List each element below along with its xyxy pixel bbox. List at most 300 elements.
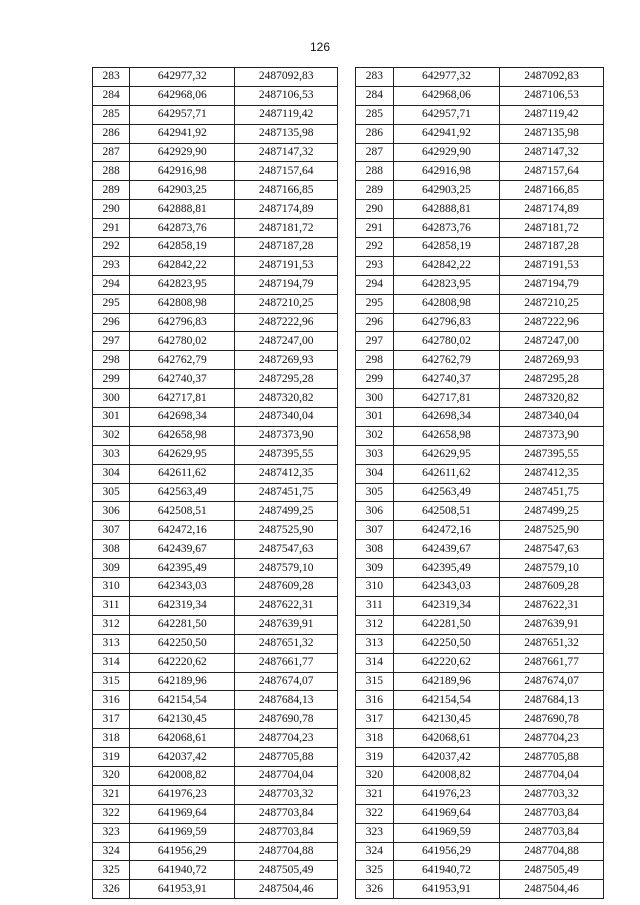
x-coordinate-cell: 642717,81 <box>130 389 235 408</box>
point-number-cell: 326 <box>93 880 130 899</box>
point-number-cell: 307 <box>93 521 130 540</box>
table-row <box>356 578 604 597</box>
x-coordinate-cell: 641940,72 <box>393 861 499 880</box>
coordinates-table-right-body <box>356 68 604 899</box>
x-coordinate-cell: 642762,79 <box>130 351 235 370</box>
y-coordinate-cell: 2487525,90 <box>500 521 604 540</box>
y-coordinate-cell: 2487340,04 <box>500 408 604 427</box>
x-coordinate-cell: 642808,98 <box>393 294 499 313</box>
x-coordinate-cell: 642008,82 <box>130 766 235 785</box>
table-row <box>356 162 604 181</box>
x-coordinate-cell: 642395,49 <box>130 559 235 578</box>
page-number: 126 <box>309 40 331 54</box>
point-number-cell: 318 <box>356 729 394 748</box>
table-row <box>356 521 604 540</box>
y-coordinate-cell: 2487451,75 <box>235 483 338 502</box>
y-coordinate-cell: 2487147,32 <box>500 143 604 162</box>
point-number-cell: 296 <box>356 313 394 332</box>
x-coordinate-cell: 642189,96 <box>130 672 235 691</box>
x-coordinate-cell: 642154,54 <box>130 691 235 710</box>
x-coordinate-cell: 642977,32 <box>393 68 499 87</box>
x-coordinate-cell: 642130,45 <box>130 710 235 729</box>
table-row <box>356 483 604 502</box>
point-number-cell: 299 <box>356 370 394 389</box>
table-row <box>356 691 604 710</box>
table-row <box>356 729 604 748</box>
point-number-cell: 295 <box>356 294 394 313</box>
point-number-cell: 324 <box>356 842 394 861</box>
table-row <box>93 219 338 238</box>
y-coordinate-cell: 2487395,55 <box>500 445 604 464</box>
table-row <box>93 615 338 634</box>
table-row <box>93 880 338 899</box>
table-row <box>93 370 338 389</box>
table-row <box>93 68 338 87</box>
y-coordinate-cell: 2487412,35 <box>500 464 604 483</box>
x-coordinate-cell: 642439,67 <box>130 540 235 559</box>
y-coordinate-cell: 2487651,32 <box>500 634 604 653</box>
table-row <box>356 596 604 615</box>
table-row <box>93 200 338 219</box>
table-row <box>356 370 604 389</box>
point-number-cell: 300 <box>356 389 394 408</box>
x-coordinate-cell: 642343,03 <box>130 578 235 597</box>
y-coordinate-cell: 2487166,85 <box>500 181 604 200</box>
y-coordinate-cell: 2487622,31 <box>235 596 338 615</box>
x-coordinate-cell: 642658,98 <box>393 426 499 445</box>
point-number-cell: 303 <box>93 445 130 464</box>
point-number-cell: 300 <box>93 389 130 408</box>
table-row <box>356 804 604 823</box>
point-number-cell: 304 <box>356 464 394 483</box>
x-coordinate-cell: 642472,16 <box>393 521 499 540</box>
point-number-cell: 310 <box>93 578 130 597</box>
point-number-cell: 296 <box>93 313 130 332</box>
point-number-cell: 302 <box>93 426 130 445</box>
x-coordinate-cell: 642629,95 <box>130 445 235 464</box>
y-coordinate-cell: 2487187,28 <box>235 238 338 257</box>
point-number-cell: 292 <box>93 238 130 257</box>
point-number-cell: 323 <box>356 823 394 842</box>
y-coordinate-cell: 2487547,63 <box>500 540 604 559</box>
x-coordinate-cell: 642968,06 <box>130 86 235 105</box>
y-coordinate-cell: 2487106,53 <box>235 86 338 105</box>
y-coordinate-cell: 2487210,25 <box>500 294 604 313</box>
point-number-cell: 312 <box>356 615 394 634</box>
table-row <box>93 502 338 521</box>
x-coordinate-cell: 642968,06 <box>393 86 499 105</box>
table-row <box>356 238 604 257</box>
table-row <box>93 653 338 672</box>
y-coordinate-cell: 2487499,25 <box>235 502 338 521</box>
point-number-cell: 290 <box>356 200 394 219</box>
x-coordinate-cell: 641969,64 <box>393 804 499 823</box>
table-row <box>93 540 338 559</box>
point-number-cell: 305 <box>93 483 130 502</box>
x-coordinate-cell: 642823,95 <box>393 275 499 294</box>
point-number-cell: 311 <box>356 596 394 615</box>
table-row <box>93 710 338 729</box>
table-row <box>356 540 604 559</box>
y-coordinate-cell: 2487222,96 <box>235 313 338 332</box>
y-coordinate-cell: 2487704,88 <box>500 842 604 861</box>
x-coordinate-cell: 641940,72 <box>130 861 235 880</box>
x-coordinate-cell: 642929,90 <box>393 143 499 162</box>
x-coordinate-cell: 642780,02 <box>393 332 499 351</box>
point-number-cell: 309 <box>356 559 394 578</box>
y-coordinate-cell: 2487269,93 <box>500 351 604 370</box>
y-coordinate-cell: 2487690,78 <box>500 710 604 729</box>
table-row <box>93 162 338 181</box>
y-coordinate-cell: 2487622,31 <box>500 596 604 615</box>
table-row <box>93 748 338 767</box>
point-number-cell: 291 <box>356 219 394 238</box>
table-row <box>93 861 338 880</box>
table-row <box>93 766 338 785</box>
table-row <box>93 445 338 464</box>
y-coordinate-cell: 2487295,28 <box>235 370 338 389</box>
table-row <box>356 181 604 200</box>
x-coordinate-cell: 641956,29 <box>393 842 499 861</box>
x-coordinate-cell: 642780,02 <box>130 332 235 351</box>
point-number-cell: 292 <box>356 238 394 257</box>
x-coordinate-cell: 642858,19 <box>130 238 235 257</box>
x-coordinate-cell: 642717,81 <box>393 389 499 408</box>
table-row <box>356 766 604 785</box>
point-number-cell: 324 <box>93 842 130 861</box>
point-number-cell: 319 <box>356 748 394 767</box>
x-coordinate-cell: 642903,25 <box>130 181 235 200</box>
table-row <box>93 351 338 370</box>
x-coordinate-cell: 641953,91 <box>393 880 499 899</box>
table-row <box>356 332 604 351</box>
x-coordinate-cell: 642154,54 <box>393 691 499 710</box>
x-coordinate-cell: 642508,51 <box>393 502 499 521</box>
point-number-cell: 319 <box>93 748 130 767</box>
table-row <box>93 389 338 408</box>
x-coordinate-cell: 642740,37 <box>130 370 235 389</box>
table-row <box>93 483 338 502</box>
table-row <box>93 823 338 842</box>
y-coordinate-cell: 2487119,42 <box>235 105 338 124</box>
table-row <box>93 634 338 653</box>
y-coordinate-cell: 2487684,13 <box>235 691 338 710</box>
x-coordinate-cell: 642281,50 <box>130 615 235 634</box>
x-coordinate-cell: 642873,76 <box>130 219 235 238</box>
y-coordinate-cell: 2487547,63 <box>235 540 338 559</box>
y-coordinate-cell: 2487157,64 <box>235 162 338 181</box>
point-number-cell: 316 <box>356 691 394 710</box>
point-number-cell: 313 <box>93 634 130 653</box>
table-row <box>356 294 604 313</box>
y-coordinate-cell: 2487320,82 <box>500 389 604 408</box>
point-number-cell: 320 <box>356 766 394 785</box>
y-coordinate-cell: 2487505,49 <box>500 861 604 880</box>
y-coordinate-cell: 2487174,89 <box>500 200 604 219</box>
x-coordinate-cell: 642740,37 <box>393 370 499 389</box>
point-number-cell: 298 <box>93 351 130 370</box>
y-coordinate-cell: 2487704,04 <box>500 766 604 785</box>
point-number-cell: 285 <box>356 105 394 124</box>
point-number-cell: 304 <box>93 464 130 483</box>
x-coordinate-cell: 642903,25 <box>393 181 499 200</box>
table-row <box>356 86 604 105</box>
point-number-cell: 315 <box>356 672 394 691</box>
point-number-cell: 302 <box>356 426 394 445</box>
table-row <box>93 596 338 615</box>
x-coordinate-cell: 642250,50 <box>393 634 499 653</box>
x-coordinate-cell: 642957,71 <box>393 105 499 124</box>
table-row <box>356 464 604 483</box>
table-row <box>356 445 604 464</box>
y-coordinate-cell: 2487703,84 <box>235 804 338 823</box>
table-row <box>93 332 338 351</box>
table-row <box>356 68 604 87</box>
table-row <box>356 748 604 767</box>
point-number-cell: 286 <box>356 124 394 143</box>
x-coordinate-cell: 642796,83 <box>130 313 235 332</box>
y-coordinate-cell: 2487661,77 <box>500 653 604 672</box>
point-number-cell: 306 <box>93 502 130 521</box>
point-number-cell: 325 <box>356 861 394 880</box>
point-number-cell: 285 <box>93 105 130 124</box>
y-coordinate-cell: 2487674,07 <box>235 672 338 691</box>
x-coordinate-cell: 642842,22 <box>393 256 499 275</box>
table-row <box>356 861 604 880</box>
point-number-cell: 301 <box>93 408 130 427</box>
y-coordinate-cell: 2487210,25 <box>235 294 338 313</box>
table-row <box>356 502 604 521</box>
x-coordinate-cell: 642439,67 <box>393 540 499 559</box>
x-coordinate-cell: 641976,23 <box>393 785 499 804</box>
point-number-cell: 288 <box>356 162 394 181</box>
table-row <box>93 804 338 823</box>
point-number-cell: 305 <box>356 483 394 502</box>
x-coordinate-cell: 642068,61 <box>130 729 235 748</box>
y-coordinate-cell: 2487092,83 <box>235 68 338 87</box>
table-row <box>356 408 604 427</box>
y-coordinate-cell: 2487579,10 <box>500 559 604 578</box>
table-row <box>356 559 604 578</box>
point-number-cell: 322 <box>93 804 130 823</box>
x-coordinate-cell: 642281,50 <box>393 615 499 634</box>
table-row <box>356 351 604 370</box>
y-coordinate-cell: 2487412,35 <box>235 464 338 483</box>
x-coordinate-cell: 642858,19 <box>393 238 499 257</box>
y-coordinate-cell: 2487181,72 <box>500 219 604 238</box>
point-number-cell: 301 <box>356 408 394 427</box>
x-coordinate-cell: 642888,81 <box>393 200 499 219</box>
y-coordinate-cell: 2487373,90 <box>235 426 338 445</box>
table-row <box>93 105 338 124</box>
point-number-cell: 284 <box>356 86 394 105</box>
y-coordinate-cell: 2487704,04 <box>235 766 338 785</box>
point-number-cell: 287 <box>93 143 130 162</box>
x-coordinate-cell: 642037,42 <box>130 748 235 767</box>
x-coordinate-cell: 642189,96 <box>393 672 499 691</box>
table-row <box>356 653 604 672</box>
x-coordinate-cell: 642629,95 <box>393 445 499 464</box>
point-number-cell: 298 <box>356 351 394 370</box>
table-row <box>93 578 338 597</box>
coordinates-table-left <box>92 67 338 899</box>
y-coordinate-cell: 2487651,32 <box>235 634 338 653</box>
y-coordinate-cell: 2487690,78 <box>235 710 338 729</box>
x-coordinate-cell: 642220,62 <box>393 653 499 672</box>
y-coordinate-cell: 2487166,85 <box>235 181 338 200</box>
y-coordinate-cell: 2487135,98 <box>235 124 338 143</box>
coordinates-table-left-body <box>93 68 338 899</box>
table-row <box>93 842 338 861</box>
y-coordinate-cell: 2487373,90 <box>500 426 604 445</box>
table-row <box>93 785 338 804</box>
point-number-cell: 303 <box>356 445 394 464</box>
y-coordinate-cell: 2487703,32 <box>235 785 338 804</box>
x-coordinate-cell: 642130,45 <box>393 710 499 729</box>
y-coordinate-cell: 2487320,82 <box>235 389 338 408</box>
point-number-cell: 288 <box>93 162 130 181</box>
x-coordinate-cell: 642823,95 <box>130 275 235 294</box>
table-row <box>93 294 338 313</box>
point-number-cell: 308 <box>93 540 130 559</box>
x-coordinate-cell: 642508,51 <box>130 502 235 521</box>
table-row <box>93 691 338 710</box>
x-coordinate-cell: 642873,76 <box>393 219 499 238</box>
point-number-cell: 283 <box>93 68 130 87</box>
y-coordinate-cell: 2487174,89 <box>235 200 338 219</box>
point-number-cell: 311 <box>93 596 130 615</box>
point-number-cell: 310 <box>356 578 394 597</box>
y-coordinate-cell: 2487135,98 <box>500 124 604 143</box>
point-number-cell: 294 <box>93 275 130 294</box>
y-coordinate-cell: 2487703,84 <box>500 823 604 842</box>
point-number-cell: 284 <box>93 86 130 105</box>
table-row <box>93 521 338 540</box>
point-number-cell: 313 <box>356 634 394 653</box>
table-row <box>356 313 604 332</box>
y-coordinate-cell: 2487609,28 <box>500 578 604 597</box>
x-coordinate-cell: 641976,23 <box>130 785 235 804</box>
table-row <box>356 842 604 861</box>
y-coordinate-cell: 2487269,93 <box>235 351 338 370</box>
point-number-cell: 307 <box>356 521 394 540</box>
x-coordinate-cell: 642916,98 <box>393 162 499 181</box>
table-row <box>356 219 604 238</box>
y-coordinate-cell: 2487704,88 <box>235 842 338 861</box>
table-row <box>356 672 604 691</box>
table-row <box>93 313 338 332</box>
table-row <box>93 256 338 275</box>
y-coordinate-cell: 2487247,00 <box>235 332 338 351</box>
table-row <box>93 559 338 578</box>
x-coordinate-cell: 642957,71 <box>130 105 235 124</box>
y-coordinate-cell: 2487639,91 <box>235 615 338 634</box>
point-number-cell: 294 <box>356 275 394 294</box>
y-coordinate-cell: 2487504,46 <box>235 880 338 899</box>
x-coordinate-cell: 642698,34 <box>393 408 499 427</box>
table-row <box>93 464 338 483</box>
x-coordinate-cell: 641969,59 <box>393 823 499 842</box>
table-row <box>93 238 338 257</box>
table-row <box>356 426 604 445</box>
point-number-cell: 287 <box>356 143 394 162</box>
x-coordinate-cell: 641969,64 <box>130 804 235 823</box>
y-coordinate-cell: 2487451,75 <box>500 483 604 502</box>
y-coordinate-cell: 2487504,46 <box>500 880 604 899</box>
table-row <box>356 615 604 634</box>
x-coordinate-cell: 642808,98 <box>130 294 235 313</box>
table-row <box>356 880 604 899</box>
point-number-cell: 323 <box>93 823 130 842</box>
x-coordinate-cell: 642658,98 <box>130 426 235 445</box>
y-coordinate-cell: 2487222,96 <box>500 313 604 332</box>
point-number-cell: 297 <box>356 332 394 351</box>
point-number-cell: 309 <box>93 559 130 578</box>
x-coordinate-cell: 642395,49 <box>393 559 499 578</box>
table-row <box>356 105 604 124</box>
point-number-cell: 325 <box>93 861 130 880</box>
x-coordinate-cell: 642343,03 <box>393 578 499 597</box>
point-number-cell: 320 <box>93 766 130 785</box>
x-coordinate-cell: 642611,62 <box>393 464 499 483</box>
point-number-cell: 322 <box>356 804 394 823</box>
y-coordinate-cell: 2487295,28 <box>500 370 604 389</box>
x-coordinate-cell: 642796,83 <box>393 313 499 332</box>
y-coordinate-cell: 2487191,53 <box>235 256 338 275</box>
y-coordinate-cell: 2487674,07 <box>500 672 604 691</box>
point-number-cell: 315 <box>93 672 130 691</box>
x-coordinate-cell: 642698,34 <box>130 408 235 427</box>
y-coordinate-cell: 2487499,25 <box>500 502 604 521</box>
point-number-cell: 318 <box>93 729 130 748</box>
x-coordinate-cell: 642563,49 <box>393 483 499 502</box>
point-number-cell: 291 <box>93 219 130 238</box>
y-coordinate-cell: 2487119,42 <box>500 105 604 124</box>
table-row <box>356 143 604 162</box>
point-number-cell: 317 <box>93 710 130 729</box>
x-coordinate-cell: 641956,29 <box>130 842 235 861</box>
x-coordinate-cell: 641953,91 <box>130 880 235 899</box>
table-row <box>356 634 604 653</box>
y-coordinate-cell: 2487194,79 <box>235 275 338 294</box>
table-row <box>93 275 338 294</box>
table-row <box>356 200 604 219</box>
y-coordinate-cell: 2487395,55 <box>235 445 338 464</box>
table-row <box>356 275 604 294</box>
x-coordinate-cell: 642563,49 <box>130 483 235 502</box>
y-coordinate-cell: 2487340,04 <box>235 408 338 427</box>
point-number-cell: 316 <box>93 691 130 710</box>
point-number-cell: 290 <box>93 200 130 219</box>
point-number-cell: 289 <box>356 181 394 200</box>
y-coordinate-cell: 2487705,88 <box>235 748 338 767</box>
y-coordinate-cell: 2487703,32 <box>500 785 604 804</box>
y-coordinate-cell: 2487703,84 <box>500 804 604 823</box>
point-number-cell: 297 <box>93 332 130 351</box>
y-coordinate-cell: 2487191,53 <box>500 256 604 275</box>
table-row <box>93 86 338 105</box>
point-number-cell: 286 <box>93 124 130 143</box>
point-number-cell: 317 <box>356 710 394 729</box>
y-coordinate-cell: 2487703,84 <box>235 823 338 842</box>
x-coordinate-cell: 642472,16 <box>130 521 235 540</box>
x-coordinate-cell: 642941,92 <box>130 124 235 143</box>
y-coordinate-cell: 2487704,23 <box>500 729 604 748</box>
point-number-cell: 314 <box>356 653 394 672</box>
table-row <box>356 823 604 842</box>
point-number-cell: 293 <box>93 256 130 275</box>
point-number-cell: 283 <box>356 68 394 87</box>
